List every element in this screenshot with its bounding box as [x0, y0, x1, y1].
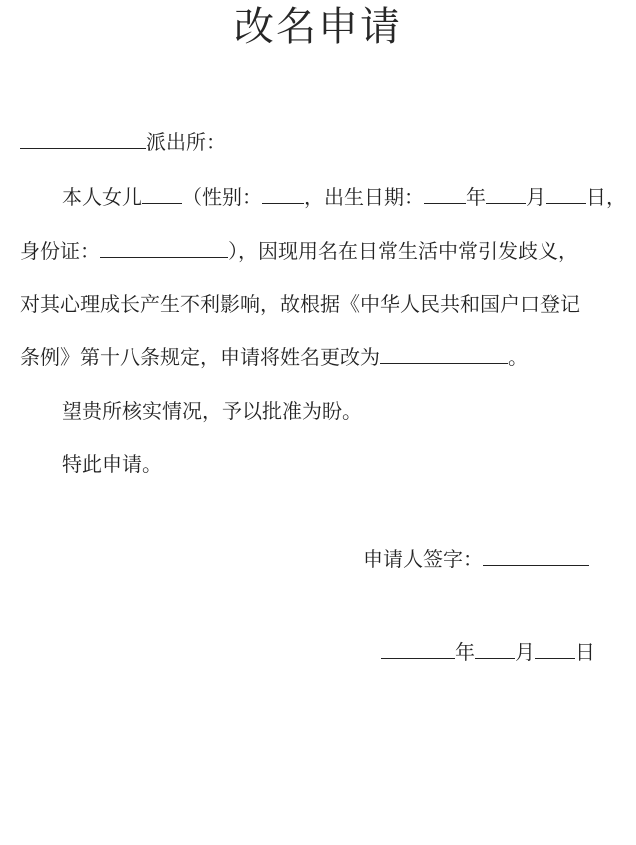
- signature-blank[interactable]: [483, 547, 589, 566]
- paragraph-1-line-3: [20, 290, 580, 318]
- sign-month-blank[interactable]: [475, 640, 515, 659]
- police-station-blank[interactable]: [20, 130, 146, 149]
- birth-day-blank[interactable]: [546, 185, 586, 204]
- text-basis: 对其心理成长产生不利影响，故根据《中华人民共和国户口登记: [20, 292, 580, 316]
- text-request: 条例》第十八条规定，申请将姓名更改为: [20, 345, 380, 369]
- text-period: 。: [508, 345, 528, 369]
- paragraph-3: [62, 450, 162, 478]
- text-year: 年: [466, 185, 486, 209]
- paragraph-2: [62, 397, 362, 425]
- birth-month-blank[interactable]: [486, 185, 526, 204]
- text-id-label: 身份证：: [20, 239, 100, 263]
- addressee-line: [20, 128, 226, 156]
- signature-line: [363, 545, 589, 573]
- sign-year-blank[interactable]: [381, 640, 455, 659]
- date-line: [381, 638, 595, 666]
- page-title: 改名申请: [234, 4, 402, 50]
- text-gender-label: （性别：: [182, 185, 262, 209]
- id-number-blank[interactable]: [100, 239, 228, 258]
- paragraph-1-line-4: [20, 343, 528, 371]
- text-day: 日，: [586, 185, 626, 209]
- new-name-blank[interactable]: [380, 345, 508, 364]
- text-sign-day: 日: [575, 640, 595, 664]
- text-sign-month: 月: [515, 640, 535, 664]
- paragraph-1-line-2: [20, 237, 578, 265]
- paragraph-1-line-1: [62, 183, 626, 211]
- text-birthdate-label: ，出生日期：: [304, 185, 424, 209]
- text-sign-year: 年: [455, 640, 475, 664]
- birth-year-blank[interactable]: [424, 185, 466, 204]
- text-closing: 特此申请。: [62, 452, 162, 476]
- text-daughter: 本人女儿: [62, 185, 142, 209]
- text-month: 月: [526, 185, 546, 209]
- daughter-name-blank[interactable]: [142, 185, 182, 204]
- sign-day-blank[interactable]: [535, 640, 575, 659]
- gender-blank[interactable]: [262, 185, 304, 204]
- text-approval-request: 望贵所核实情况，予以批准为盼。: [62, 399, 362, 423]
- signature-label: 申请人签字：: [363, 547, 483, 571]
- addressee-suffix: 派出所：: [146, 130, 226, 154]
- text-reason: ），因现用名在日常生活中常引发歧义，: [228, 239, 578, 263]
